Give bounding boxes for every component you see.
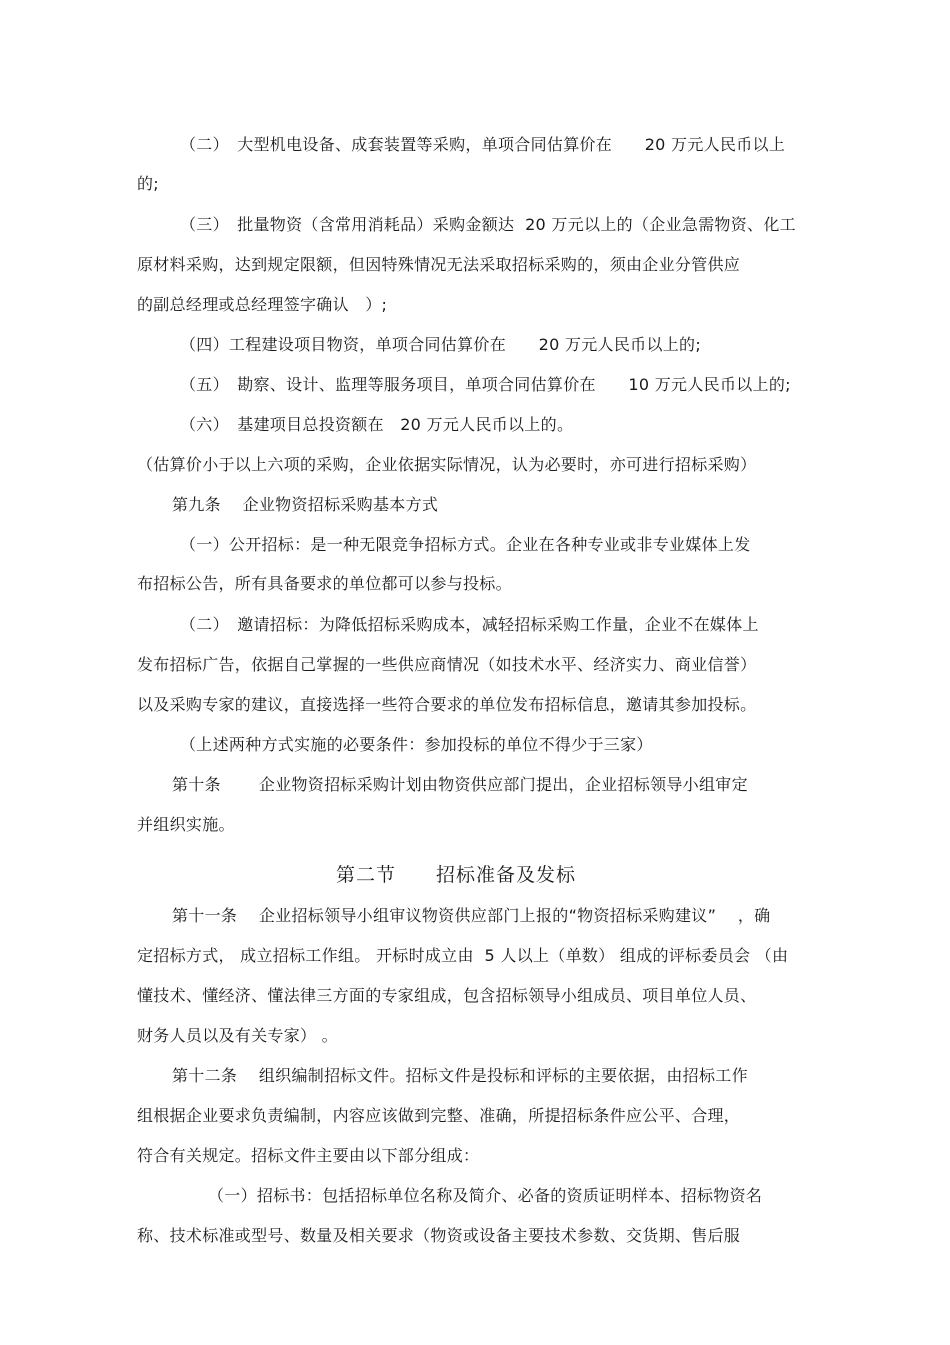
text-line: 原材料采购，达到规定限额，但因特殊情况无法采取招标采购的，须由企业分管供应 xyxy=(137,255,741,274)
text-line: 以及采购专家的建议，直接选择一些符合要求的单位发布招标信息，邀请其参加投标。 xyxy=(137,695,757,714)
text-line: （二） 大型机电设备、成套装置等采购，单项合同估算价在 20 万元人民币以上 xyxy=(180,135,786,154)
text-line: 符合有关规定。招标文件主要由以下部分组成： xyxy=(137,1146,480,1165)
text-line: （上述两种方式实施的必要条件：参加投标的单位不得少于三家） xyxy=(180,735,653,754)
text-line: 定招标方式， 成立招标工作组。 开标时成立由 5 人以上（单数） 组成的评标委员会 （由 xyxy=(137,946,789,965)
text-line: （一）招标书：包括招标单位名称及简介、必备的资质证明样本、招标物资名 xyxy=(208,1186,763,1205)
text-line: 布招标公告，所有具备要求的单位都可以参与投标。 xyxy=(137,574,512,593)
text-line: 发布招标广告，依据自己掌握的一些供应商情况（如技术水平、经济实力、商业信誉） xyxy=(137,655,757,674)
text-line: （五） 勘察、设计、监理等服务项目，单项合同估算价在 10 万元人民币以上的; xyxy=(180,375,791,394)
text-line: 组根据企业要求负责编制，内容应该做到完整、准确，所提招标条件应公平、合理， xyxy=(137,1106,741,1125)
text-line: 第十条 企业物资招标采购计划由物资供应部门提出，企业招标领导小组审定 xyxy=(172,775,748,794)
text-line: （三） 批量物资（含常用消耗品）采购金额达 20 万元以上的（企业急需物资、化工 xyxy=(180,215,796,234)
text-line: （估算价小于以上六项的采购，企业依据实际情况，认为必要时，亦可进行招标采购） xyxy=(137,455,757,474)
text-line: 称、技术标准或型号、数量及相关要求（物资或设备主要技术参数、交货期、售后服 xyxy=(137,1226,741,1245)
text-line: （六） 基建项目总投资额在 20 万元人民币以上的。 xyxy=(180,415,574,434)
text-line: 并组织实施。 xyxy=(137,815,235,834)
text-line: 的副总经理或总经理签字确认 ）; xyxy=(137,295,388,314)
text-line: （一）公开招标：是一种无限竞争招标方式。企业在各种专业或非专业媒体上发 xyxy=(180,535,751,554)
text-line: 财务人员以及有关专家） 。 xyxy=(137,1026,338,1045)
text-line: （二） 邀请招标：为降低招标采购成本，减轻招标采购工作量，企业不在媒体上 xyxy=(180,615,759,634)
text-line: 懂技术、懂经济、懂法律三方面的专家组成，包含招标领导小组成员、项目单位人员、 xyxy=(137,986,757,1005)
text-line: 第九条 企业物资招标采购基本方式 xyxy=(172,495,439,514)
text-line: 第十二条 组织编制招标文件。招标文件是投标和评标的主要依据，由招标工作 xyxy=(172,1066,748,1085)
text-line: 的; xyxy=(137,174,159,193)
text-line: 第十一条 企业招标领导小组审议物资供应部门上报的“物资招标采购建议” ，确 xyxy=(172,906,771,925)
text-line: （四）工程建设项目物资，单项合同估算价在 20 万元人民币以上的; xyxy=(180,335,702,354)
section-heading: 第二节 招标准备及发标 xyxy=(336,864,577,886)
